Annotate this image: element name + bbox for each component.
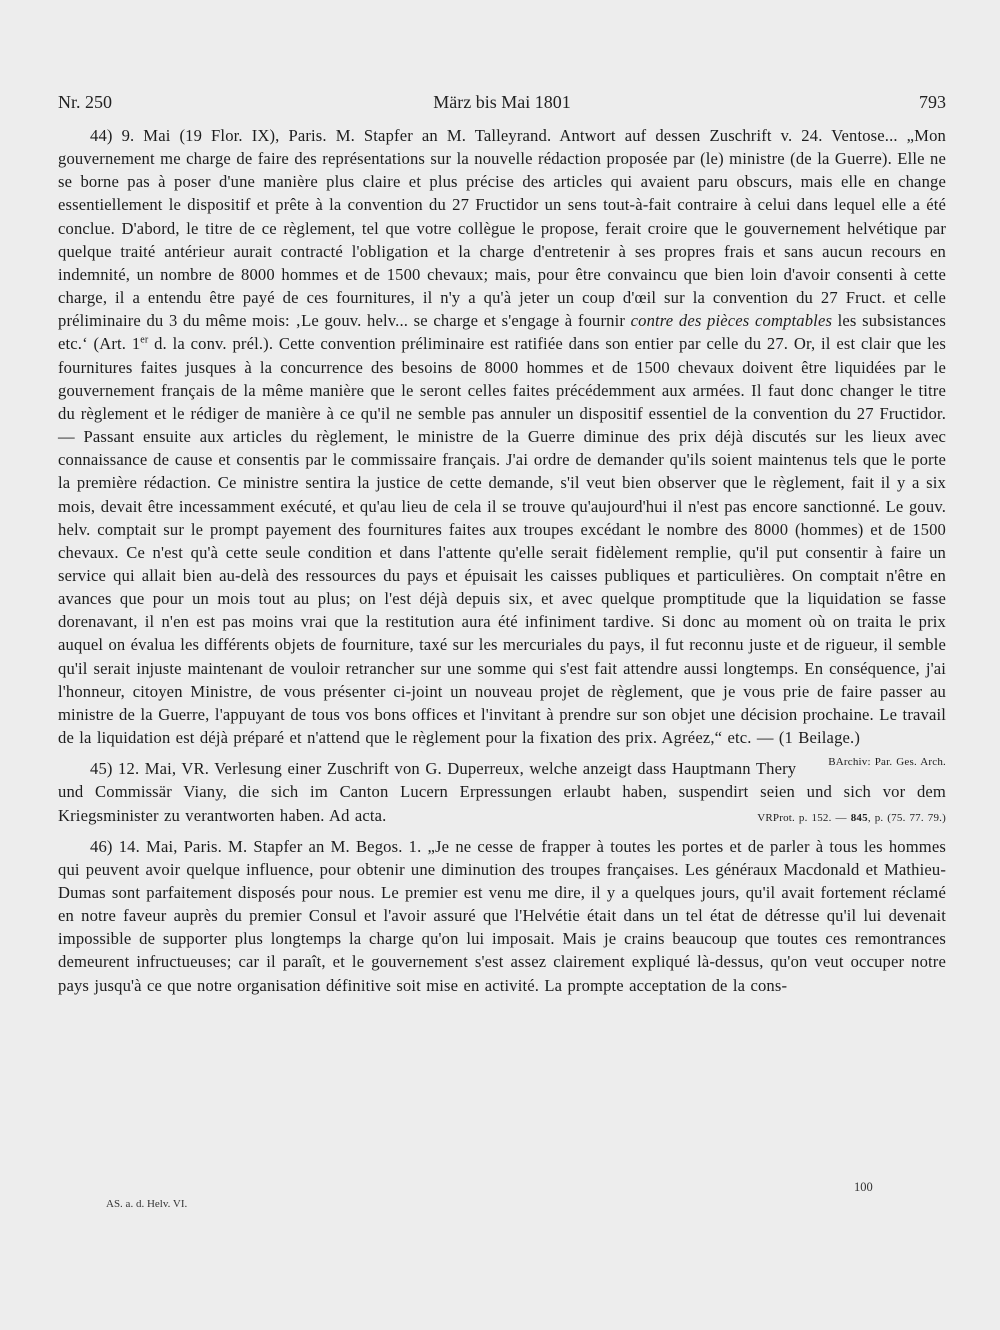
signature-mark: AS. a. d. Helv. VI. bbox=[106, 1198, 188, 1210]
entry-45-protocol-reference bbox=[725, 807, 946, 830]
entry-46-text: 46) 14. Mai, Paris. M. Stapfer an M. Begos. 1. „Je ne cesse de frapper à toutes les portes et de parler à tous les hommes qui peuvent avoir quelque influence, pour obtenir une diminution des troupes françaises. Les généraux Macdonald et Mathieu-Dumas sont parfaitement disposés pour nous. Le premier est venu me dire, il y a quelques jours, qu'il avait fortement réclamé en notre faveur auprès du premier Consul et l'avoir assuré que l'Helvétie était dans un tel état de détresse qu'il lui devenait impossible de supporter plus longtemps la charge qu'on lui imposait. Mais je crains beaucoup que toutes ces remontrances demeurent infructueuses; car il paraît, et le gouvernement s'est assez clairement expliqué là-dessus, qu'on veut occuper notre pays jusqu'à ce que notre organisation définitive soit mise en activité. La prompte acceptation de la cons- bbox=[58, 836, 946, 995]
sheet-number: 100 bbox=[854, 1180, 873, 1194]
entry-44-italic-phrase: contre des pièces comptables bbox=[630, 311, 833, 331]
page-number: 793 bbox=[919, 92, 946, 112]
entry-44-lead: 44) 9. Mai (19 Flor. IX), Paris. M. Stapfer an M. Talleyrand. Antwort auf dessen Zuschrift v. 24. Ventose... „Mon gouvernement me charge de faire des représentations sur la nouvelle rédaction proposée par (le) ministre (de la Guerre). Elle ne se borne pas à poser d'une manière plus claire et plus précise des articles qui avaient paru obscurs, mais elle en change essentiellement le dispositif et prête à la convention du 27 Fructidor un sens tout-à-fait contraire à celui dans lequel elle a été conclue. D'abord, le titre de ce règlement, tel que votre collègue le propose, ferait croire que le gouvernement helvétique par quelque traité antérieur aurait contracté l'obligation et la charge d'entretenir à ses propres frais et sans aucun recours en indemnité, un nombre de 8000 hommes et de 1500 chevaux; mais, pour être convaincu que bien loin d'avoir consenti à cette charge, il a entendu être payé de ces fournitures, il n'y a qu'à jeter un coup d'œil sur la convention du 27 Fruct. et celle préliminaire du 3 du même mois: ‚Le gouv. helv... se charge et s'engage à fournir bbox=[58, 126, 946, 331]
entry-44-archive-reference: BArchiv: Par. Ges. Arch. bbox=[828, 756, 946, 769]
body-text bbox=[58, 124, 946, 997]
entry-45-reference-post: , p. (75. 77. 79.) bbox=[867, 811, 946, 824]
date-range-title: März bis Mai 1801 bbox=[433, 92, 571, 112]
running-head bbox=[58, 92, 946, 120]
document-number: Nr. 250 bbox=[58, 92, 112, 112]
entry-44-tail: d. la conv. prél.). Cette convention préliminaire est ratifiée dans son entier par celle du 27. Or, il est clair que les fournitures faites jusques à la concurrence des besoins de 8000 hommes et de 1500 chevaux doivent être liquidées par le gouvernement français de la même manière que le seront celles faites précédemment aux armées. Il faut donc changer le titre du règlement et le rédiger de manière à ce qu'il ne semble pas annuler un dispositif essentiel de la convention du 27 Fructidor. — Passant ensuite aux articles du règlement, le ministre de la Guerre diminue des prix déjà discutés sur les lieux avec connaissance de cause et consentis par le commissaire français. J'ai ordre de demander qu'ils soient maintenus tels que le porte la première rédaction. Ce ministre sentira la justice de cette demande, s'il veut bien observer que le règlement, fait il y a six mois, devait être incessamment exécuté, et qu'au lieu de cela il se trouve qu'aujourd'hui il n'est pas encore sanctionné. Le gouv. helv. comptait sur le prompt payement des fournitures faites aux troupes excédant le nombre des 8000 (hommes) et de 1500 chevaux. Ce n'est qu'à cette seule condition et dans l'attente qu'elle serait fidèlement remplie, qu'il put consentir à faire un service qui allait bien au-delà des ressources du pays et épuisait les caisses publiques et particulières. On comptait n'être en avances que pour un mois tout au plus; on l'est déjà depuis six, et avec quelque promptitude que la liquidation se fasse dorenavant, il n'en est pas moins vrai que la restitution aura été infiniment tardive. Si donc au moment où on traita le prix auquel on évalua les différents objets de fourniture, taxé sur les mercuriales du pays, il fut reconnu juste et de rigueur, il semble qu'il serait injuste maintenant de vouloir retrancher sur une somme qui s'est fait attendre aussi longtemps. En conséquence, j'ai l'honneur, citoyen Ministre, de vous présenter ci-joint un nouveau projet de règlement, que je vous prie de faire passer au ministre de la Guerre, l'appuyant de tous vos bons offices et l'invitant à prendre sur son objet une décision prochaine. Le travail de la liquidation est déjà préparé et n'attend que le règlement pour la fixation des prix. Agréez,“ etc. — (1 Beilage.) bbox=[58, 334, 946, 748]
entry-45-text: 45) 12. Mai, VR. Verlesung einer Zuschrift von G. Duperreux, welche anzeigt dass Hauptmann Thery und Commissär Viany, die sich im Canton Lucern Erpressungen erlaubt haben, suspendirt seien und sich vor dem Kriegsminister zu verantworten haben. Ad acta. bbox=[58, 759, 946, 825]
entry-45-reference-pre: VRProt. p. 152. — bbox=[757, 811, 847, 824]
entry-45-reference-bold: 845 bbox=[850, 811, 868, 824]
entry-44-middle: les subsistances etc.‘ (Art. 1 bbox=[58, 311, 946, 354]
entry-44-superscript: er bbox=[140, 334, 149, 346]
entry-44 bbox=[58, 124, 946, 769]
entry-46 bbox=[58, 835, 946, 997]
